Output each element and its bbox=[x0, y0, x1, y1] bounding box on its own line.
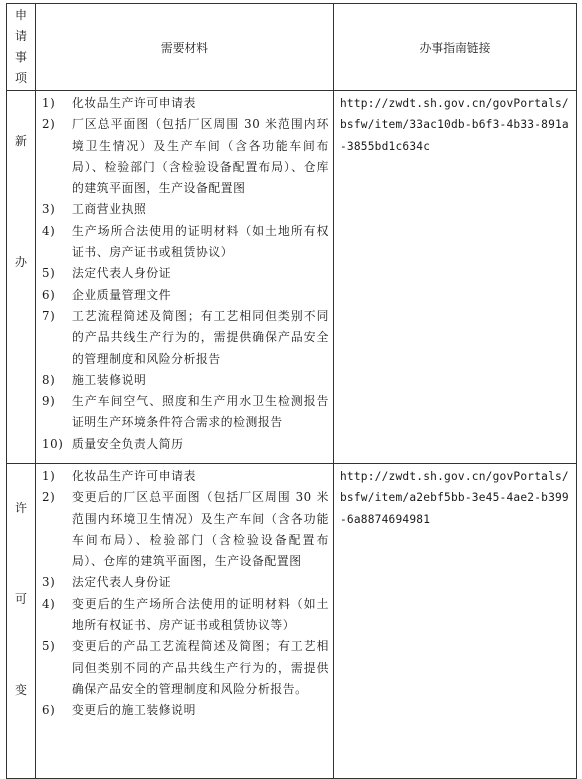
item-number: 6) bbox=[42, 287, 56, 302]
header-application-item bbox=[7, 4, 36, 91]
materials-cell bbox=[36, 91, 334, 464]
list-item bbox=[40, 370, 329, 391]
item-number: 5) bbox=[42, 266, 56, 281]
list-item bbox=[40, 285, 329, 306]
item-text: 变更后的产品工艺流程简述及简图；有工艺相同但类别不同的产品共线生产行为的，需提供确保产品安全的管理制度和风险分析报告。 bbox=[72, 639, 329, 696]
item-number: 9) bbox=[42, 394, 56, 409]
list-item bbox=[40, 594, 329, 637]
category-char: 办 bbox=[14, 255, 27, 269]
item-text: 工艺流程简述及简图；有工艺相同但类别不同的产品共线生产行为的，需提供确保产品安全的管理制度和风险分析报告 bbox=[72, 308, 329, 366]
guide-link[interactable]: http://zwdt.sh.gov.cn/govPortals/bsfw/item/33ac10db-b6f3-4b33-891a-3855bd1c634c bbox=[340, 97, 569, 153]
list-item bbox=[40, 572, 329, 593]
header-char: 事 bbox=[14, 50, 27, 64]
item-text: 质量安全负责人简历 bbox=[72, 436, 184, 451]
category-cell bbox=[7, 91, 36, 464]
item-text: 工商营业执照 bbox=[72, 202, 147, 217]
item-number: 7) bbox=[42, 308, 56, 323]
list-item bbox=[40, 306, 329, 370]
materials-table bbox=[6, 3, 577, 779]
header-char: 申 bbox=[14, 8, 27, 22]
materials-list bbox=[36, 91, 333, 457]
list-item bbox=[40, 636, 329, 700]
item-number: 5) bbox=[42, 639, 56, 654]
item-number: 4) bbox=[42, 596, 56, 611]
item-text: 变更后的生产场所合法使用的证明材料（如土地所有权证书、房产证书或租赁协议等） bbox=[72, 596, 329, 633]
link-cell bbox=[334, 464, 577, 779]
item-number: 3) bbox=[42, 575, 56, 590]
category-char: 变 bbox=[14, 683, 27, 697]
link-cell bbox=[334, 91, 577, 464]
list-item bbox=[40, 487, 329, 572]
materials-cell bbox=[36, 464, 334, 779]
header-required-materials: 需要材料 bbox=[36, 4, 334, 91]
item-number: 1) bbox=[42, 469, 56, 483]
item-text: 法定代表人身份证 bbox=[72, 575, 172, 590]
item-text: 化妆品生产许可申请表 bbox=[72, 469, 196, 483]
list-item bbox=[40, 700, 329, 721]
category-char: 新 bbox=[14, 134, 27, 148]
item-text: 变更后的施工装修说明 bbox=[72, 703, 196, 718]
table-row-new-application bbox=[7, 91, 577, 464]
item-text: 法定代表人身份证 bbox=[72, 266, 172, 281]
item-text: 厂区总平面图（包括厂区周围 30 米范围内环境卫生情况）及生产车间（含各功能车间布局）、检验部门（含检验设备配置布局）、仓库的建筑平面图，生产设备配置图 bbox=[72, 117, 329, 196]
list-item bbox=[40, 466, 329, 487]
header-char: 项 bbox=[14, 71, 27, 85]
materials-list bbox=[36, 464, 333, 724]
item-number: 3) bbox=[42, 202, 56, 217]
item-number: 1) bbox=[42, 96, 56, 110]
list-item bbox=[40, 263, 329, 284]
item-text: 施工装修说明 bbox=[72, 372, 147, 387]
category-char: 许 bbox=[14, 501, 27, 515]
header-guide-link: 办事指南链接 bbox=[334, 4, 577, 91]
table-header-row bbox=[7, 4, 577, 91]
list-item bbox=[40, 434, 329, 455]
header-char: 请 bbox=[14, 29, 27, 43]
list-item bbox=[40, 221, 329, 264]
category-cell bbox=[7, 464, 36, 779]
item-number: 10) bbox=[42, 436, 64, 451]
guide-link[interactable]: http://zwdt.sh.gov.cn/govPortals/bsfw/item/a2ebf5bb-3e45-4ae2-b399-6a8874694981 bbox=[340, 470, 569, 526]
item-text: 企业质量管理文件 bbox=[72, 287, 172, 302]
item-number: 2) bbox=[42, 117, 56, 132]
category-char: 可 bbox=[14, 592, 27, 606]
item-text: 变更后的厂区总平面图（包括厂区周围 30 米范围内环境卫生情况）及生产车间（含各功能车间布局）、检验部门（含检验设备配置布局）、仓库的建筑平面图，生产设备配置图 bbox=[72, 490, 329, 569]
list-item bbox=[40, 391, 329, 434]
item-text: 生产场所合法使用的证明材料（如土地所有权证书、房产证书或租赁协议） bbox=[72, 223, 329, 260]
list-item bbox=[40, 93, 329, 114]
item-text: 生产车间空气、照度和生产用水卫生检测报告证明生产环境条件符合需求的检测报告 bbox=[72, 394, 329, 430]
table-row-license-change bbox=[7, 464, 577, 779]
item-number: 2) bbox=[42, 490, 56, 505]
list-item bbox=[40, 199, 329, 220]
item-number: 6) bbox=[42, 703, 56, 718]
item-number: 8) bbox=[42, 372, 56, 387]
item-text: 化妆品生产许可申请表 bbox=[72, 96, 196, 110]
list-item bbox=[40, 114, 329, 199]
item-number: 4) bbox=[42, 223, 56, 238]
